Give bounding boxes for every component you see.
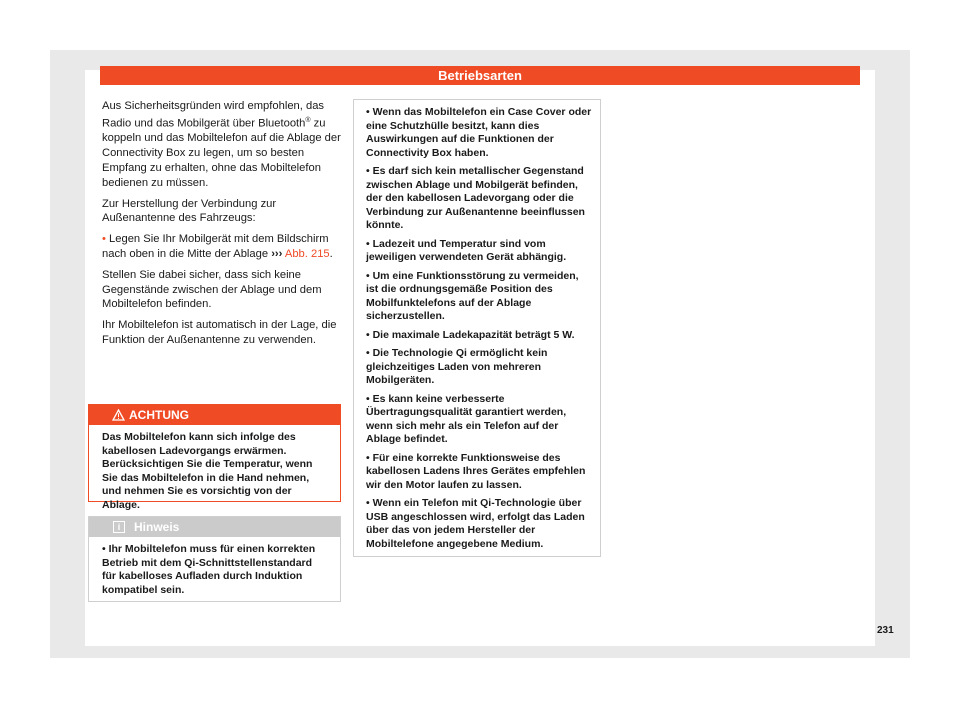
placement-paragraph: Stellen Sie dabei sicher, dass sich keine Gegenstände zwischen der Ablage und dem Mobiltelefon befinden. <box>102 268 322 311</box>
left-column <box>102 99 342 354</box>
list-item: • Die maximale Ladekapazität beträgt 5 W. <box>366 328 575 341</box>
requirements-box <box>353 99 601 557</box>
info-icon: i <box>113 521 125 533</box>
note-text: • Ihr Mobiltelefon muss für einen korrekten Betrieb mit dem Qi-Schnittstellenstandard für kabelloses Aufladen durch Induktion kompatibel sein. <box>102 543 316 596</box>
requirements-list <box>354 100 600 551</box>
list-item: • Wenn ein Telefon mit Qi-Technologie über USB angeschlossen wird, erfolgt das Laden über das von jedem Hersteller der Mobiltelefone angegebene Medium. <box>366 497 585 550</box>
connection-paragraph: Zur Herstellung der Verbindung zur Außenantenne des Fahrzeugs: <box>102 197 277 225</box>
list-item: • Es kann keine verbesserte Übertragungsqualität garantiert werden, wenn sich mehr als ein Telefon auf der Ablage befindet. <box>366 392 567 445</box>
note-header <box>89 517 340 537</box>
antenna-paragraph: Ihr Mobiltelefon ist automatisch in der Lage, die Funktion der Außenantenne zu verwenden. <box>102 319 337 346</box>
warning-box <box>88 404 341 511</box>
page-number: 231 <box>877 625 894 636</box>
intro-paragraph: Aus Sicherheitsgründen wird empfohlen, das Radio und das Mobilgerät über Bluetooth® zu koppeln und das Mobiltelefon auf die Ablage der Connectivity Box zu legen, um so besten Empfang zu erhalten, ohne das Mobiltelefon bedienen zu müssen. <box>102 100 341 189</box>
note-title: Hinweis <box>134 520 180 534</box>
registered-mark: ® <box>305 116 311 124</box>
instruction-bullet: • Legen Sie Ihr Mobilgerät mit dem Bildschirm nach oben in die Mitte der Ablage ››› Abb. 215. <box>102 233 333 260</box>
list-item: • Es darf sich kein metallischer Gegenstand zwischen Ablage und Mobilgerät befinden, der den kabellosen Ladevorgang oder die Verbindung zur Außenantenne beeinflussen könnte. <box>366 165 585 231</box>
list-item: • Ladezeit und Temperatur sind vom jeweiligen verwendeten Gerät abhängig. <box>366 237 567 263</box>
list-item: • Wenn das Mobiltelefon ein Case Cover oder eine Schutzhülle besitzt, kann dies Auswirkungen auf die Funktionen der Connectivity Box haben. <box>366 106 592 159</box>
list-item: • Die Technologie Qi ermöglicht kein gleichzeitiges Laden von mehreren Mobilgeräten. <box>366 347 548 386</box>
warning-text: Das Mobiltelefon kann sich infolge des kabellosen Ladevorgangs erwärmen. Berücksichtigen Sie die Temperatur, wenn Sie das Mobiltelefon in die Hand nehmen, und nehmen Sie es vorsichtig von der Ablage. <box>102 431 313 511</box>
figure-reference-link[interactable]: ››› Abb. 215 <box>271 247 330 260</box>
note-box <box>88 516 341 602</box>
section-header: Betriebsarten <box>100 66 860 85</box>
warning-triangle-icon <box>112 409 125 421</box>
warning-title: ACHTUNG <box>129 408 189 422</box>
bullet-dot-icon: • <box>102 233 106 246</box>
list-item: • Für eine korrekte Funktionsweise des kabellosen Ladens Ihres Gerätes empfehlen wir den Motor laufen zu lassen. <box>366 451 586 491</box>
warning-header <box>89 405 340 425</box>
list-item: • Um eine Funktionsstörung zu vermeiden, ist die ordnungsgemäße Position des Mobilfunktelefons auf der Ablage sicherzustellen. <box>366 269 579 322</box>
